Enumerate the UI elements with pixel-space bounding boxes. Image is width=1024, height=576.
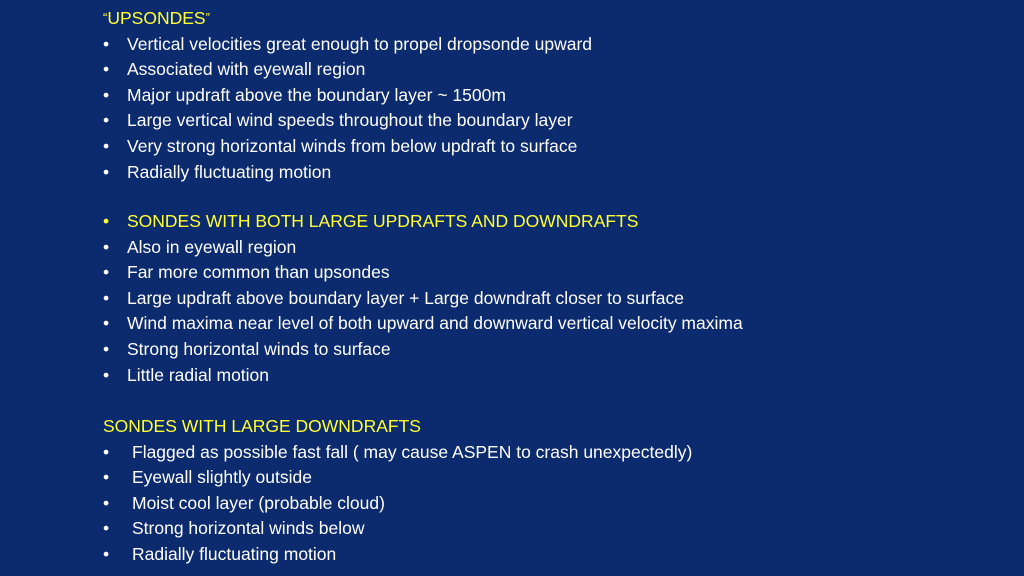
section-downdrafts xyxy=(103,414,692,568)
list-item-text: Very strong horizontal winds from below updraft to surface xyxy=(127,135,578,156)
section-updrafts-downdrafts xyxy=(103,209,743,388)
bullet-icon: • xyxy=(103,33,110,54)
section-heading-updrafts-downdrafts xyxy=(103,209,743,235)
bullet-list xyxy=(103,32,592,186)
list-item xyxy=(103,491,692,517)
list-item xyxy=(103,134,592,160)
bullet-icon: • xyxy=(103,287,110,308)
list-item-text: Strong horizontal winds to surface xyxy=(127,338,391,359)
list-item-text: Large updraft above boundary layer + Large downdraft closer to surface xyxy=(127,287,684,308)
close-quote: ” xyxy=(205,10,210,25)
list-item-text: Radially fluctuating motion xyxy=(127,161,332,182)
bullet-icon: • xyxy=(103,161,110,182)
bullet-icon: • xyxy=(103,262,110,283)
list-item xyxy=(103,286,743,312)
list-item xyxy=(103,440,692,466)
heading-text: UPSONDES xyxy=(107,8,206,28)
section-upsondes xyxy=(103,5,592,185)
section-heading-downdrafts: SONDES WITH LARGE DOWNDRAFTS xyxy=(103,416,421,436)
list-item xyxy=(103,260,743,286)
bullet-icon: • xyxy=(103,492,110,513)
list-item-text: Moist cool layer (probable cloud) xyxy=(132,492,385,513)
list-item xyxy=(103,516,692,542)
bullet-icon: • xyxy=(103,338,110,359)
bullet-list xyxy=(103,209,743,388)
bullet-icon: • xyxy=(103,84,110,105)
list-item xyxy=(103,32,592,58)
list-item-text: Major updraft above the boundary layer ~ 1500m xyxy=(127,84,506,105)
bullet-icon: • xyxy=(103,135,110,156)
list-item-text: Vertical velocities great enough to propel dropsonde upward xyxy=(127,33,593,54)
list-item xyxy=(103,337,743,363)
list-item xyxy=(103,465,692,491)
open-quote: “ xyxy=(103,10,108,25)
bullet-icon: • xyxy=(103,236,110,257)
list-item-text: Little radial motion xyxy=(127,364,270,385)
bullet-icon: • xyxy=(103,518,110,539)
list-item-text: Far more common than upsondes xyxy=(127,262,390,283)
heading-text: SONDES WITH BOTH LARGE UPDRAFTS AND DOWNDRAFTS xyxy=(127,211,639,231)
list-item xyxy=(103,160,592,186)
list-item-text: Strong horizontal winds below xyxy=(132,518,365,539)
list-item xyxy=(103,311,743,337)
list-item-text: Associated with eyewall region xyxy=(127,59,366,80)
bullet-icon: • xyxy=(103,467,110,488)
bullet-icon: • xyxy=(103,211,110,231)
bullet-icon: • xyxy=(103,543,110,564)
list-item xyxy=(103,83,592,109)
list-item xyxy=(103,57,592,83)
list-item xyxy=(103,108,592,134)
list-item-text: Flagged as possible fast fall ( may cause ASPEN to crash unexpectedly) xyxy=(132,441,693,462)
list-item xyxy=(103,363,743,389)
bullet-icon: • xyxy=(103,110,110,131)
bullet-icon: • xyxy=(103,364,110,385)
list-item xyxy=(103,235,743,261)
bullet-list xyxy=(103,440,692,568)
bullet-icon: • xyxy=(103,313,110,334)
list-item-text: Radially fluctuating motion xyxy=(132,543,337,564)
bullet-icon: • xyxy=(103,441,110,462)
list-item-text: Large vertical wind speeds throughout the boundary layer xyxy=(127,110,573,131)
list-item xyxy=(103,542,692,568)
list-item-text: Also in eyewall region xyxy=(127,236,297,257)
list-item-text: Wind maxima near level of both upward and downward vertical velocity maxima xyxy=(127,313,743,334)
list-item-text: Eyewall slightly outside xyxy=(132,467,312,488)
section-heading-upsondes xyxy=(103,5,592,32)
bullet-icon: • xyxy=(103,59,110,80)
